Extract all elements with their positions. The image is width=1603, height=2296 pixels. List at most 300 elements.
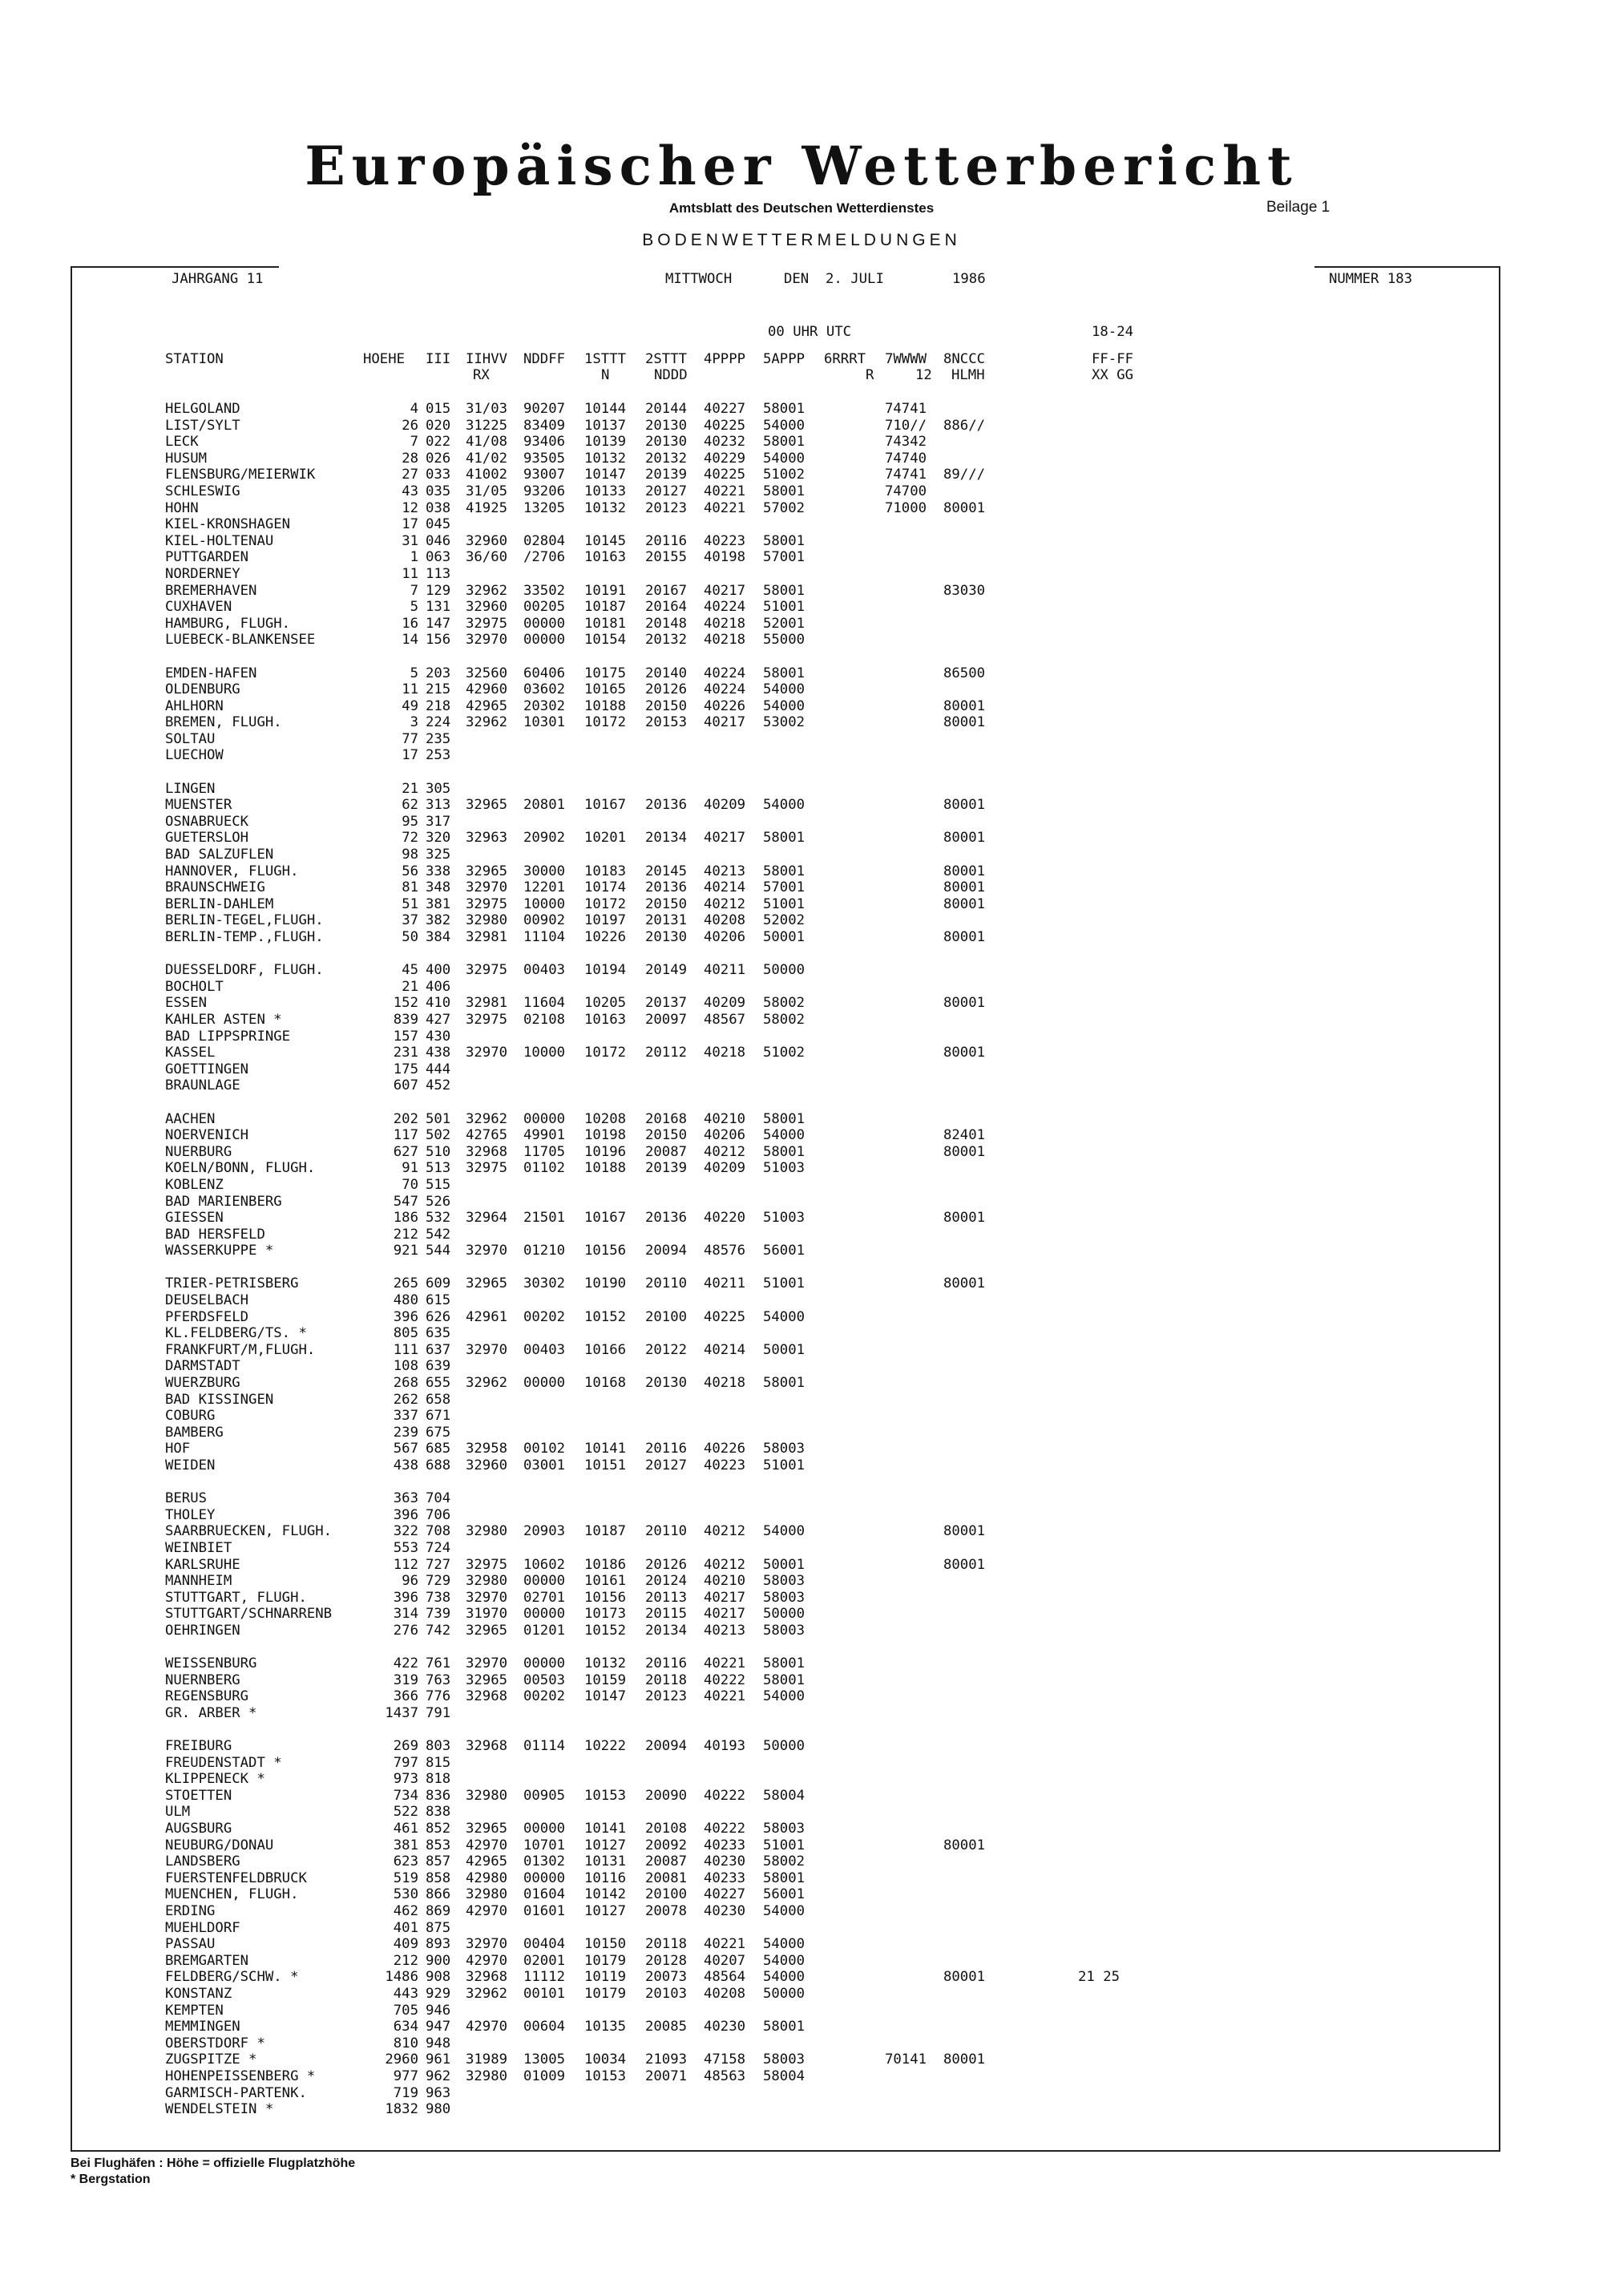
cell-sttt1: 10156 <box>584 1243 627 1259</box>
table-row <box>0 830 1603 847</box>
cell-iihvv: 42961 <box>466 1308 508 1325</box>
cell-hoehe: 921 <box>393 1243 418 1259</box>
cell-iihvv: 41002 <box>466 467 508 483</box>
cell-nddff: 13205 <box>523 499 566 516</box>
cell-pppp4: 40208 <box>704 1986 746 2002</box>
cell-sttt2: 20071 <box>645 2068 688 2084</box>
cell-sttt1: 10181 <box>584 615 627 632</box>
cell-station: KIEL-KRONSHAGEN <box>165 516 291 533</box>
cell-hoehe: 438 <box>393 1457 418 1473</box>
cell-station: NEUBURG/DONAU <box>165 1837 274 1853</box>
frame-top-left <box>71 266 279 268</box>
cell-appp5: 58003 <box>763 1589 806 1606</box>
col-8nccc-sub: HLMH <box>951 367 985 383</box>
cell-station: KONSTANZ <box>165 1986 232 2002</box>
cell-hoehe: 7 <box>410 434 418 451</box>
group-gap <box>0 946 1603 963</box>
cell-iihvv: 32981 <box>466 995 508 1012</box>
cell-iihvv: 31/05 <box>466 483 508 499</box>
cell-nccc8: 80001 <box>943 697 986 714</box>
cell-sttt1: 10172 <box>584 895 627 912</box>
station-table <box>0 401 1603 2118</box>
cell-appp5: 58001 <box>763 401 806 417</box>
cell-nccc8: 80001 <box>943 1045 986 1061</box>
cell-pppp4: 40218 <box>704 1375 746 1392</box>
table-row <box>0 1160 1603 1177</box>
table-row <box>0 1821 1603 1837</box>
cell-station: BOCHOLT <box>165 978 224 995</box>
cell-station: SAARBRUECKEN, FLUGH. <box>165 1523 333 1540</box>
cell-nddff: 11604 <box>523 995 566 1012</box>
cell-sttt2: 20136 <box>645 797 688 814</box>
cell-appp5: 50001 <box>763 1556 806 1573</box>
cell-iii: 626 <box>426 1308 451 1325</box>
cell-hoehe: 96 <box>402 1573 418 1590</box>
cell-iii: 946 <box>426 2002 451 2019</box>
cell-hoehe: 152 <box>393 995 418 1012</box>
cell-appp5: 50000 <box>763 1606 806 1623</box>
cell-pppp4: 40218 <box>704 615 746 632</box>
cell-iihvv: 32965 <box>466 1671 508 1688</box>
cell-iii: 035 <box>426 483 451 499</box>
cell-station: BRAUNLAGE <box>165 1077 240 1094</box>
cell-station: BREMGARTEN <box>165 1952 249 1969</box>
table-row <box>0 1771 1603 1788</box>
cell-nccc8: 86500 <box>943 665 986 681</box>
table-row <box>0 1590 1603 1607</box>
cell-nddff: 00403 <box>523 1341 566 1358</box>
table-row <box>0 1275 1603 1292</box>
cell-appp5: 51001 <box>763 895 806 912</box>
cell-iihvv: 32980 <box>466 2068 508 2084</box>
cell-nccc8: 83030 <box>943 582 986 599</box>
table-row <box>0 1788 1603 1805</box>
table-row <box>0 681 1603 698</box>
cell-station: OEHRINGEN <box>165 1622 240 1639</box>
cell-nddff: 00000 <box>523 1821 566 1837</box>
cell-hoehe: 519 <box>393 1870 418 1886</box>
cell-iihvv: 32981 <box>466 929 508 945</box>
cell-sttt2: 20126 <box>645 681 688 698</box>
cell-iihvv: 32970 <box>466 1341 508 1358</box>
cell-wwww7: 74741 <box>885 467 927 483</box>
cell-nddff: 11112 <box>523 1969 566 1986</box>
table-row <box>0 847 1603 863</box>
cell-hoehe: 56 <box>402 863 418 879</box>
table-row <box>0 583 1603 600</box>
cell-iihvv: 32962 <box>466 582 508 599</box>
cell-nccc8: 80001 <box>943 1275 986 1292</box>
cell-iihvv: 32965 <box>466 1821 508 1837</box>
cell-station: MEMMINGEN <box>165 2019 240 2035</box>
cell-station: BERUS <box>165 1490 208 1507</box>
cell-iihvv: 32560 <box>466 665 508 681</box>
cell-iii: 544 <box>426 1243 451 1259</box>
cell-appp5: 54000 <box>763 797 806 814</box>
table-row <box>0 616 1603 633</box>
table-row <box>0 731 1603 748</box>
cell-appp5: 54000 <box>763 1903 806 1920</box>
cell-iii: 658 <box>426 1391 451 1408</box>
cell-nddff: 90207 <box>523 401 566 417</box>
table-row <box>0 1672 1603 1689</box>
cell-iihvv: 32970 <box>466 632 508 649</box>
cell-nddff: 00102 <box>523 1441 566 1457</box>
nummer: NUMMER 183 <box>1329 271 1413 287</box>
cell-sttt1: 10173 <box>584 1606 627 1623</box>
table-row <box>0 632 1603 649</box>
cell-sttt1: 10163 <box>584 1011 627 1028</box>
cell-station: DUESSELDORF, FLUGH. <box>165 962 324 979</box>
cell-iii: 815 <box>426 1754 451 1771</box>
footnote-mountain: * Bergstation <box>71 2173 151 2186</box>
cell-nddff: 00205 <box>523 599 566 616</box>
cell-hoehe: 231 <box>393 1045 418 1061</box>
cell-hoehe: 396 <box>393 1308 418 1325</box>
cell-iii: 858 <box>426 1870 451 1886</box>
cell-wwww7: 74741 <box>885 401 927 417</box>
cell-appp5: 50000 <box>763 1738 806 1755</box>
cell-station: GIESSEN <box>165 1210 224 1227</box>
table-row <box>0 549 1603 566</box>
cell-station: FELDBERG/SCHW. * <box>165 1969 299 1986</box>
cell-nccc8: 80001 <box>943 714 986 731</box>
cell-station: BAD HERSFELD <box>165 1226 265 1243</box>
cell-pppp4: 40217 <box>704 582 746 599</box>
cell-nddff: 33502 <box>523 582 566 599</box>
cell-station: GUETERSLOH <box>165 830 249 847</box>
table-row <box>0 1655 1603 1672</box>
cell-station: MUENCHEN, FLUGH. <box>165 1886 299 1903</box>
cell-iii: 688 <box>426 1457 451 1473</box>
cell-appp5: 58001 <box>763 863 806 879</box>
cell-hoehe: 21 <box>402 780 418 797</box>
cell-station: HOHENPEISSENBERG * <box>165 2068 316 2084</box>
cell-sttt2: 20127 <box>645 1457 688 1473</box>
cell-iihvv: 32970 <box>466 1655 508 1672</box>
cell-appp5: 55000 <box>763 632 806 649</box>
cell-station: GR. ARBER * <box>165 1704 257 1721</box>
cell-hoehe: 719 <box>393 2084 418 2101</box>
cell-nccc8: 80001 <box>943 863 986 879</box>
frame-top-right <box>1314 266 1499 268</box>
cell-iii: 637 <box>426 1341 451 1358</box>
table-row <box>0 1243 1603 1259</box>
col-ff1: FF-FF <box>1092 351 1134 367</box>
col-iihvv-sub: RX <box>473 367 490 383</box>
cell-iii: 410 <box>426 995 451 1012</box>
group-gap <box>0 1259 1603 1276</box>
cell-station: BREMERHAVEN <box>165 582 257 599</box>
cell-hoehe: 268 <box>393 1375 418 1392</box>
cell-iii: 338 <box>426 863 451 879</box>
cell-sttt1: 10142 <box>584 1886 627 1903</box>
cell-iihvv: 32958 <box>466 1441 508 1457</box>
cell-station: REGENSBURG <box>165 1688 249 1705</box>
cell-iii: 015 <box>426 401 451 417</box>
cell-station: BAD SALZUFLEN <box>165 847 274 863</box>
cell-sttt1: 10144 <box>584 401 627 417</box>
cell-pppp4: 40213 <box>704 863 746 879</box>
cell-iii: 444 <box>426 1061 451 1077</box>
cell-sttt1: 10145 <box>584 532 627 549</box>
cell-sttt1: 10201 <box>584 830 627 847</box>
col-2sttt-sub: NDDD <box>654 367 688 383</box>
cell-hoehe: 319 <box>393 1671 418 1688</box>
cell-sttt1: 10187 <box>584 1523 627 1540</box>
cell-hoehe: 337 <box>393 1408 418 1425</box>
cell-sttt2: 20150 <box>645 1127 688 1144</box>
cell-sttt1: 10132 <box>584 499 627 516</box>
cell-appp5: 58003 <box>763 1441 806 1457</box>
cell-station: DARMSTADT <box>165 1358 240 1375</box>
table-row <box>0 665 1603 682</box>
cell-station: BREMEN, FLUGH. <box>165 714 282 731</box>
cell-nddff: 00902 <box>523 912 566 929</box>
cell-pppp4: 40210 <box>704 1110 746 1127</box>
cell-iii: 635 <box>426 1325 451 1342</box>
cell-pppp4: 40227 <box>704 1886 746 1903</box>
cell-hoehe: 422 <box>393 1655 418 1672</box>
cell-iihvv: 42980 <box>466 1870 508 1886</box>
cell-pppp4: 48563 <box>704 2068 746 2084</box>
cell-station: ESSEN <box>165 995 208 1012</box>
cell-station: HOF <box>165 1441 191 1457</box>
cell-iii: 962 <box>426 2068 451 2084</box>
cell-iii: 685 <box>426 1441 451 1457</box>
cell-hoehe: 212 <box>393 1952 418 1969</box>
cell-appp5: 51002 <box>763 467 806 483</box>
cell-appp5: 54000 <box>763 1936 806 1953</box>
cell-pppp4: 40209 <box>704 797 746 814</box>
cell-sttt1: 10188 <box>584 697 627 714</box>
cell-nccc8: 80001 <box>943 830 986 847</box>
cell-nddff: 00000 <box>523 1870 566 1886</box>
cell-station: HAMBURG, FLUGH. <box>165 615 291 632</box>
table-row <box>0 1969 1603 1986</box>
table-row <box>0 1127 1603 1144</box>
table-row <box>0 1457 1603 1474</box>
cell-appp5: 58003 <box>763 2051 806 2068</box>
cell-nddff: /2706 <box>523 549 566 566</box>
cell-pppp4: 40225 <box>704 417 746 434</box>
cell-appp5: 58002 <box>763 1011 806 1028</box>
cell-station: LANDSBERG <box>165 1853 240 1870</box>
cell-iii: 033 <box>426 467 451 483</box>
cell-pppp4: 40230 <box>704 1903 746 1920</box>
cell-sttt2: 20113 <box>645 1589 688 1606</box>
period-label: 18-24 <box>1092 324 1134 340</box>
cell-hoehe: 553 <box>393 1539 418 1556</box>
cell-iihvv: 42970 <box>466 1952 508 1969</box>
cell-hoehe: 2960 <box>385 2051 418 2068</box>
cell-appp5: 51001 <box>763 1457 806 1473</box>
cell-iii: 502 <box>426 1127 451 1144</box>
cell-pppp4: 40210 <box>704 1573 746 1590</box>
cell-station: GARMISCH-PARTENK. <box>165 2084 307 2101</box>
cell-iii: 063 <box>426 549 451 566</box>
cell-station: LINGEN <box>165 780 216 797</box>
cell-sttt1: 10165 <box>584 681 627 698</box>
cell-station: BAMBERG <box>165 1424 224 1441</box>
cell-nddff: 10602 <box>523 1556 566 1573</box>
col-1sttt-sub: N <box>601 367 610 383</box>
table-row <box>0 1425 1603 1441</box>
cell-sttt1: 10187 <box>584 599 627 616</box>
table-row <box>0 698 1603 715</box>
cell-sttt2: 20110 <box>645 1523 688 1540</box>
cell-pppp4: 40224 <box>704 599 746 616</box>
cell-nddff: 00000 <box>523 632 566 649</box>
cell-sttt2: 20123 <box>645 1688 688 1705</box>
table-row <box>0 1623 1603 1639</box>
cell-hoehe: 977 <box>393 2068 418 2084</box>
cell-iihvv: 32960 <box>466 532 508 549</box>
cell-sttt2: 20144 <box>645 401 688 417</box>
cell-nddff: 30302 <box>523 1275 566 1292</box>
cell-iii: 706 <box>426 1506 451 1523</box>
cell-nccc8: 80001 <box>943 797 986 814</box>
cell-iii: 452 <box>426 1077 451 1094</box>
cell-sttt2: 20132 <box>645 450 688 467</box>
cell-sttt2: 20112 <box>645 1045 688 1061</box>
cell-iihvv: 42960 <box>466 681 508 698</box>
cell-sttt1: 10226 <box>584 929 627 945</box>
table-row <box>0 2051 1603 2068</box>
cell-iii: 147 <box>426 615 451 632</box>
cell-nddff: 01201 <box>523 1622 566 1639</box>
cell-station: KEMPTEN <box>165 2002 224 2019</box>
cell-sttt2: 20134 <box>645 830 688 847</box>
cell-sttt1: 10172 <box>584 1045 627 1061</box>
cell-nddff: 00202 <box>523 1308 566 1325</box>
cell-hoehe: 5 <box>410 599 418 616</box>
cell-iihvv: 32965 <box>466 1275 508 1292</box>
cell-sttt2: 20124 <box>645 1573 688 1590</box>
cell-hoehe: 396 <box>393 1506 418 1523</box>
cell-iihvv: 32960 <box>466 1457 508 1473</box>
cell-pppp4: 40224 <box>704 665 746 681</box>
cell-station: HELGOLAND <box>165 401 240 417</box>
cell-hoehe: 91 <box>402 1160 418 1177</box>
cell-appp5: 57002 <box>763 499 806 516</box>
cell-station: BERLIN-TEGEL,FLUGH. <box>165 912 324 929</box>
cell-station: PASSAU <box>165 1936 216 1953</box>
cell-iii: 215 <box>426 681 451 698</box>
cell-nccc8: 80001 <box>943 1143 986 1160</box>
cell-station: AHLHORN <box>165 697 224 714</box>
cell-station: TRIER-PETRISBERG <box>165 1275 299 1292</box>
cell-pppp4: 40193 <box>704 1738 746 1755</box>
cell-appp5: 51002 <box>763 1045 806 1061</box>
cell-station: FLENSBURG/MEIERWIK <box>165 467 316 483</box>
cell-iihvv: 32980 <box>466 1573 508 1590</box>
cell-iii: 803 <box>426 1738 451 1755</box>
cell-hoehe: 212 <box>393 1226 418 1243</box>
cell-sttt2: 21093 <box>645 2051 688 2068</box>
cell-nccc8: 80001 <box>943 995 986 1012</box>
cell-pppp4: 40198 <box>704 549 746 566</box>
cell-nddff: 11104 <box>523 929 566 945</box>
cell-sttt1: 10154 <box>584 632 627 649</box>
cell-iihvv: 32962 <box>466 1986 508 2002</box>
cell-hoehe: 522 <box>393 1804 418 1821</box>
cell-pppp4: 40212 <box>704 1143 746 1160</box>
cell-station: GOETTINGEN <box>165 1061 249 1077</box>
cell-sttt2: 20092 <box>645 1837 688 1853</box>
cell-iihvv: 42965 <box>466 697 508 714</box>
cell-iii: 963 <box>426 2084 451 2101</box>
cell-nddff: 00101 <box>523 1986 566 2002</box>
cell-pppp4: 40212 <box>704 1556 746 1573</box>
cell-station: WENDELSTEIN * <box>165 2101 274 2118</box>
cell-appp5: 54000 <box>763 450 806 467</box>
cell-station: SOLTAU <box>165 730 216 747</box>
cell-iii: 224 <box>426 714 451 731</box>
table-row <box>0 1557 1603 1574</box>
cell-iii: 742 <box>426 1622 451 1639</box>
cell-iii: 045 <box>426 516 451 533</box>
cell-iii: 305 <box>426 780 451 797</box>
cell-hoehe: 43 <box>402 483 418 499</box>
date: DEN 2. JULI <box>784 271 884 287</box>
cell-hoehe: 186 <box>393 1210 418 1227</box>
cell-sttt2: 20116 <box>645 532 688 549</box>
cell-pppp4: 40226 <box>704 1441 746 1457</box>
cell-iii: 961 <box>426 2051 451 2068</box>
cell-appp5: 54000 <box>763 681 806 698</box>
cell-sttt2: 20150 <box>645 697 688 714</box>
cell-iii: 020 <box>426 417 451 434</box>
cell-sttt1: 10139 <box>584 434 627 451</box>
cell-sttt2: 20122 <box>645 1341 688 1358</box>
cell-station: MUENSTER <box>165 797 232 814</box>
cell-iii: 501 <box>426 1110 451 1127</box>
cell-pppp4: 40211 <box>704 962 746 979</box>
cell-iihvv: 32975 <box>466 615 508 632</box>
cell-pppp4: 40221 <box>704 483 746 499</box>
cell-station: LECK <box>165 434 199 451</box>
col-4pppp: 4PPPP <box>704 351 746 367</box>
cell-iihvv: 32962 <box>466 714 508 731</box>
cell-station: HANNOVER, FLUGH. <box>165 863 299 879</box>
cell-nddff: 00604 <box>523 2019 566 2035</box>
cell-iii: 776 <box>426 1688 451 1705</box>
cell-appp5: 52001 <box>763 615 806 632</box>
cell-pppp4: 40233 <box>704 1837 746 1853</box>
cell-iihvv: 31989 <box>466 2051 508 2068</box>
cell-nddff: 93505 <box>523 450 566 467</box>
cell-iihvv: 32970 <box>466 879 508 896</box>
cell-appp5: 58001 <box>763 2019 806 2035</box>
table-row <box>0 1540 1603 1557</box>
cell-iii: 671 <box>426 1408 451 1425</box>
cell-hoehe: 72 <box>402 830 418 847</box>
cell-sttt1: 10163 <box>584 549 627 566</box>
col-station: STATION <box>165 351 224 367</box>
cell-iihvv: 42970 <box>466 1903 508 1920</box>
cell-iihvv: 32964 <box>466 1210 508 1227</box>
cell-iii: 348 <box>426 879 451 896</box>
table-row <box>0 1936 1603 1953</box>
cell-wwww7: 74740 <box>885 450 927 467</box>
cell-hoehe: 28 <box>402 450 418 467</box>
cell-nddff: 10701 <box>523 1837 566 1853</box>
cell-iii: 900 <box>426 1952 451 1969</box>
cell-hoehe: 409 <box>393 1936 418 1953</box>
cell-sttt1: 10150 <box>584 1936 627 1953</box>
cell-station: FRANKFURT/M,FLUGH. <box>165 1341 316 1358</box>
